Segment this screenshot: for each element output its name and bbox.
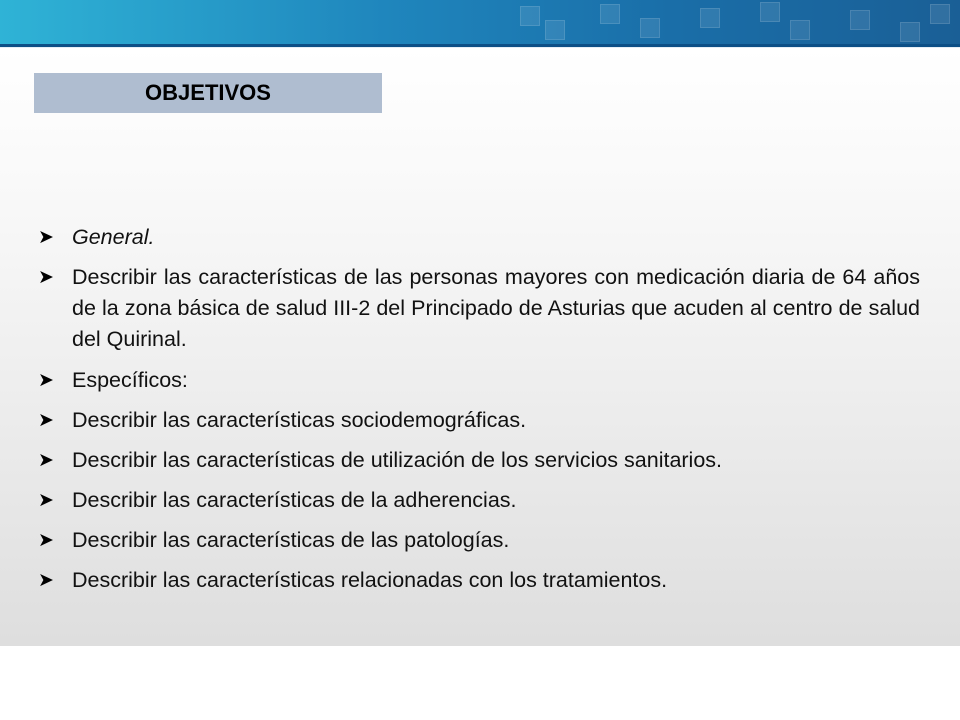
arrow-bullet-icon: ➤ — [38, 410, 54, 431]
list-item — [38, 405, 920, 436]
list-item-text: Describir las características relacionadas con los tratamientos. — [72, 568, 668, 592]
list-item-text: Describir las características de las patologías. — [72, 528, 510, 552]
banner-tile — [600, 4, 620, 24]
banner-tile — [545, 20, 565, 40]
list-item — [38, 525, 920, 556]
banner-tile — [790, 20, 810, 40]
arrow-bullet-icon: ➤ — [38, 267, 54, 288]
arrow-bullet-icon: ➤ — [38, 490, 54, 511]
list-item — [38, 365, 920, 396]
list-item — [38, 485, 920, 516]
banner-tile — [700, 8, 720, 28]
banner-tile — [640, 18, 660, 38]
banner-tile — [520, 6, 540, 26]
arrow-bullet-icon: ➤ — [38, 370, 54, 391]
list-item — [38, 565, 920, 596]
banner-tile — [900, 22, 920, 42]
objectives-list — [38, 222, 920, 605]
list-item — [38, 445, 920, 476]
banner-tile — [930, 4, 950, 24]
list-item-text: Específicos: — [72, 368, 188, 392]
list-item-text: Describir las características de las personas mayores con medicación diaria de 64 años de la zona básica de salud III-2 del Principado de Asturias que acuden al centro de salud del Quirinal. — [72, 265, 920, 351]
header-banner — [0, 0, 960, 48]
list-item-text: Describir las características de utilización de los servicios sanitarios. — [72, 448, 723, 472]
list-item — [38, 262, 920, 355]
slide-title: OBJETIVOS — [34, 73, 382, 113]
arrow-bullet-icon: ➤ — [38, 570, 54, 591]
banner-tile — [760, 2, 780, 22]
arrow-bullet-icon: ➤ — [38, 450, 54, 471]
list-item-text: Describir las características sociodemográficas. — [72, 408, 527, 432]
list-item — [38, 222, 920, 253]
banner-tile — [850, 10, 870, 30]
arrow-bullet-icon: ➤ — [38, 530, 54, 551]
list-item-text: General. — [72, 225, 155, 249]
list-item-text: Describir las características de la adherencias. — [72, 488, 517, 512]
arrow-bullet-icon: ➤ — [38, 227, 54, 248]
